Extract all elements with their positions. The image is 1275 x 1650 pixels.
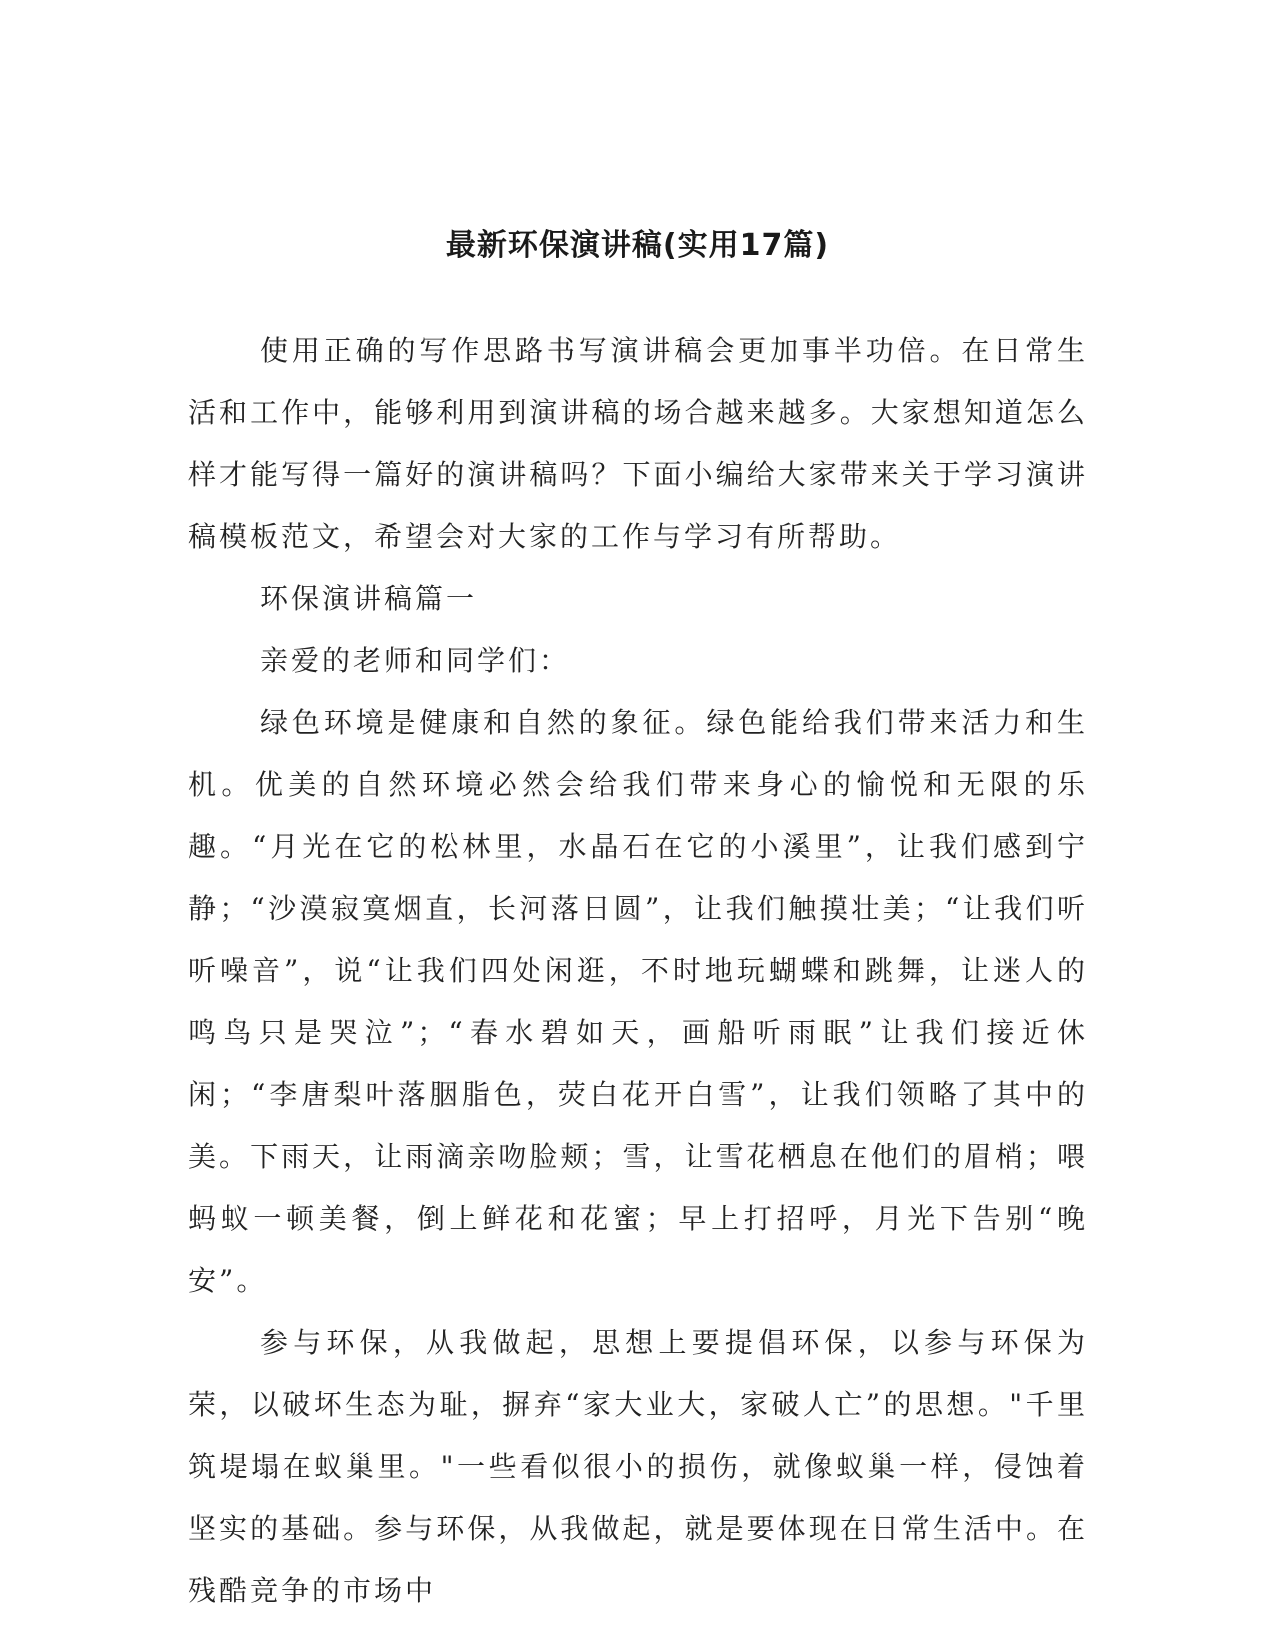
section-heading: 环保演讲稿篇一 <box>260 582 478 615</box>
paragraph-participate: 参与环保，从我做起，思想上要提倡环保，以参与环保为荣，以破坏生态为耻，摒弃“家大业大，家破人亡”的思想。"千里筑堤塌在蚁巢里。"一些看似很小的损伤，就像蚁巢一样，侵蚀着坚实的基础。参与环保，从我做起，就是要体现在日常生活中。在残酷竞争的市场中 <box>188 1326 1088 1607</box>
paragraph-green-environment: 绿色环境是健康和自然的象征。绿色能给我们带来活力和生机。优美的自然环境必然会给我们带来身心的愉悦和无限的乐趣。“月光在它的松林里，水晶石在它的小溪里”，让我们感到宁静；“沙漠寂寞烟直，长河落日圆”，让我们触摸壮美；“让我们听听噪音”，说“让我们四处闲逛，不时地玩蝴蝶和跳舞，让迷人的鸣鸟只是哭泣”；“春水碧如天，画船听雨眠”让我们接近休闲；“李唐梨叶落胭脂色，荧白花开白雪”，让我们领略了其中的美。下雨天，让雨滴亲吻脸颊；雪，让雪花栖息在他们的眉梢；喂蚂蚁一顿美餐，倒上鲜花和花蜜；早上打招呼，月光下告别“晚安”。 <box>188 706 1088 1297</box>
salutation: 亲爱的老师和同学们： <box>260 644 571 677</box>
paragraph-intro: 使用正确的写作思路书写演讲稿会更加事半功倍。在日常生活和工作中，能够利用到演讲稿的场合越来越多。大家想知道怎么样才能写得一篇好的演讲稿吗？下面小编给大家带来关于学习演讲稿模板范文，希望会对大家的工作与学习有所帮助。 <box>188 334 1088 553</box>
document-title: 最新环保演讲稿(实用17篇) <box>445 228 830 264</box>
document-body <box>188 320 1088 1622</box>
